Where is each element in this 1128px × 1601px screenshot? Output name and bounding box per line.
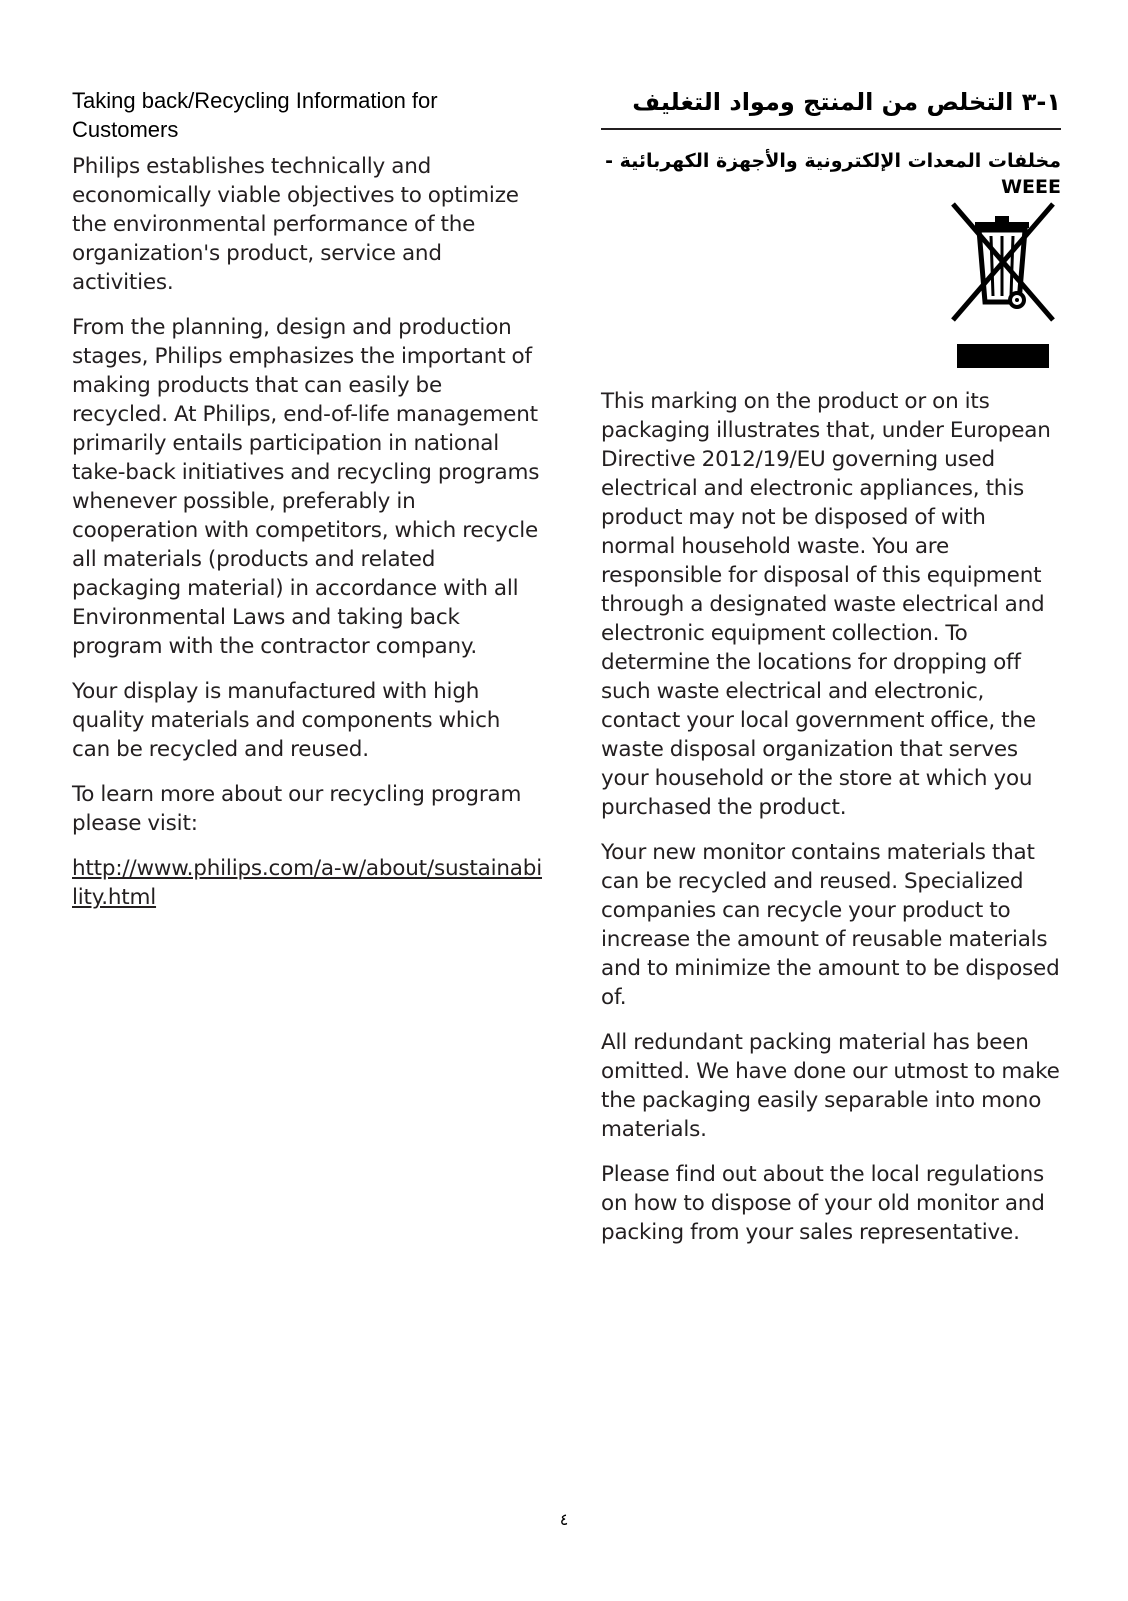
right-paragraph-3: All redundant packing material has been omitted. We have done our utmost to make the packaging easily separable into mono materials. — [601, 1030, 1060, 1142]
sustainability-link[interactable]: http://www.philips.com/a-w/about/sustainability.html — [72, 856, 542, 910]
left-paragraph-3: Your display is manufactured with high quality materials and components which can be recycled and reused. — [72, 679, 501, 762]
right-paragraph-4: Please find out about the local regulations on how to dispose of your old monitor and packing from your sales representative. — [601, 1162, 1045, 1245]
recycling-info-heading: Taking back/Recycling Information for Customers — [72, 88, 438, 142]
right-column — [601, 86, 1061, 1245]
left-paragraph-4: To learn more about our recycling program please visit: — [72, 782, 522, 836]
weee-subheading: مخلفات المعدات الإلكترونية والأجهزة الكهربائية - WEEE — [605, 150, 1061, 198]
weee-text-block — [601, 387, 1061, 1263]
left-column — [72, 86, 542, 912]
crossed-out-wheelie-bin-icon — [945, 198, 1061, 372]
page-number: ٤ — [559, 1510, 569, 1529]
right-paragraph-1: This marking on the product or on its packaging illustrates that, under European Directive 2012/19/EU governing used electrical and electronic appliances, this product may not be disposed of with normal household waste. You are responsible for disposal of this equipment through a designated waste electrical and electronic equipment collection. To determine the locations for dropping off such waste electrical and electronic, contact your local government office, the waste disposal organization that serves your household or the store at which you purchased the product. — [601, 389, 1051, 820]
left-paragraph-2: From the planning, design and production stages, Philips emphasizes the important of making products that can easily be recycled. At Philips, end-of-life management primarily entails participation in national take-back initiatives and recycling programs whenever possible, preferably in cooperation with competitors, which recycle all materials (products and related packaging material) in accordance with all Environmental Laws and taking back program with the contractor company. — [72, 315, 540, 659]
left-paragraph-1: Philips establishes technically and economically viable objectives to optimize the environmental performance of the organization's product, service and activities. — [72, 154, 519, 295]
section-heading-arabic: ١-٣ التخلص من المنتج ومواد التغليف — [601, 86, 1061, 130]
right-paragraph-2: Your new monitor contains materials that can be recycled and reused. Specialized companies can recycle your product to increase the amount of reusable materials and to minimize the amount to be disposed of. — [601, 840, 1060, 1010]
